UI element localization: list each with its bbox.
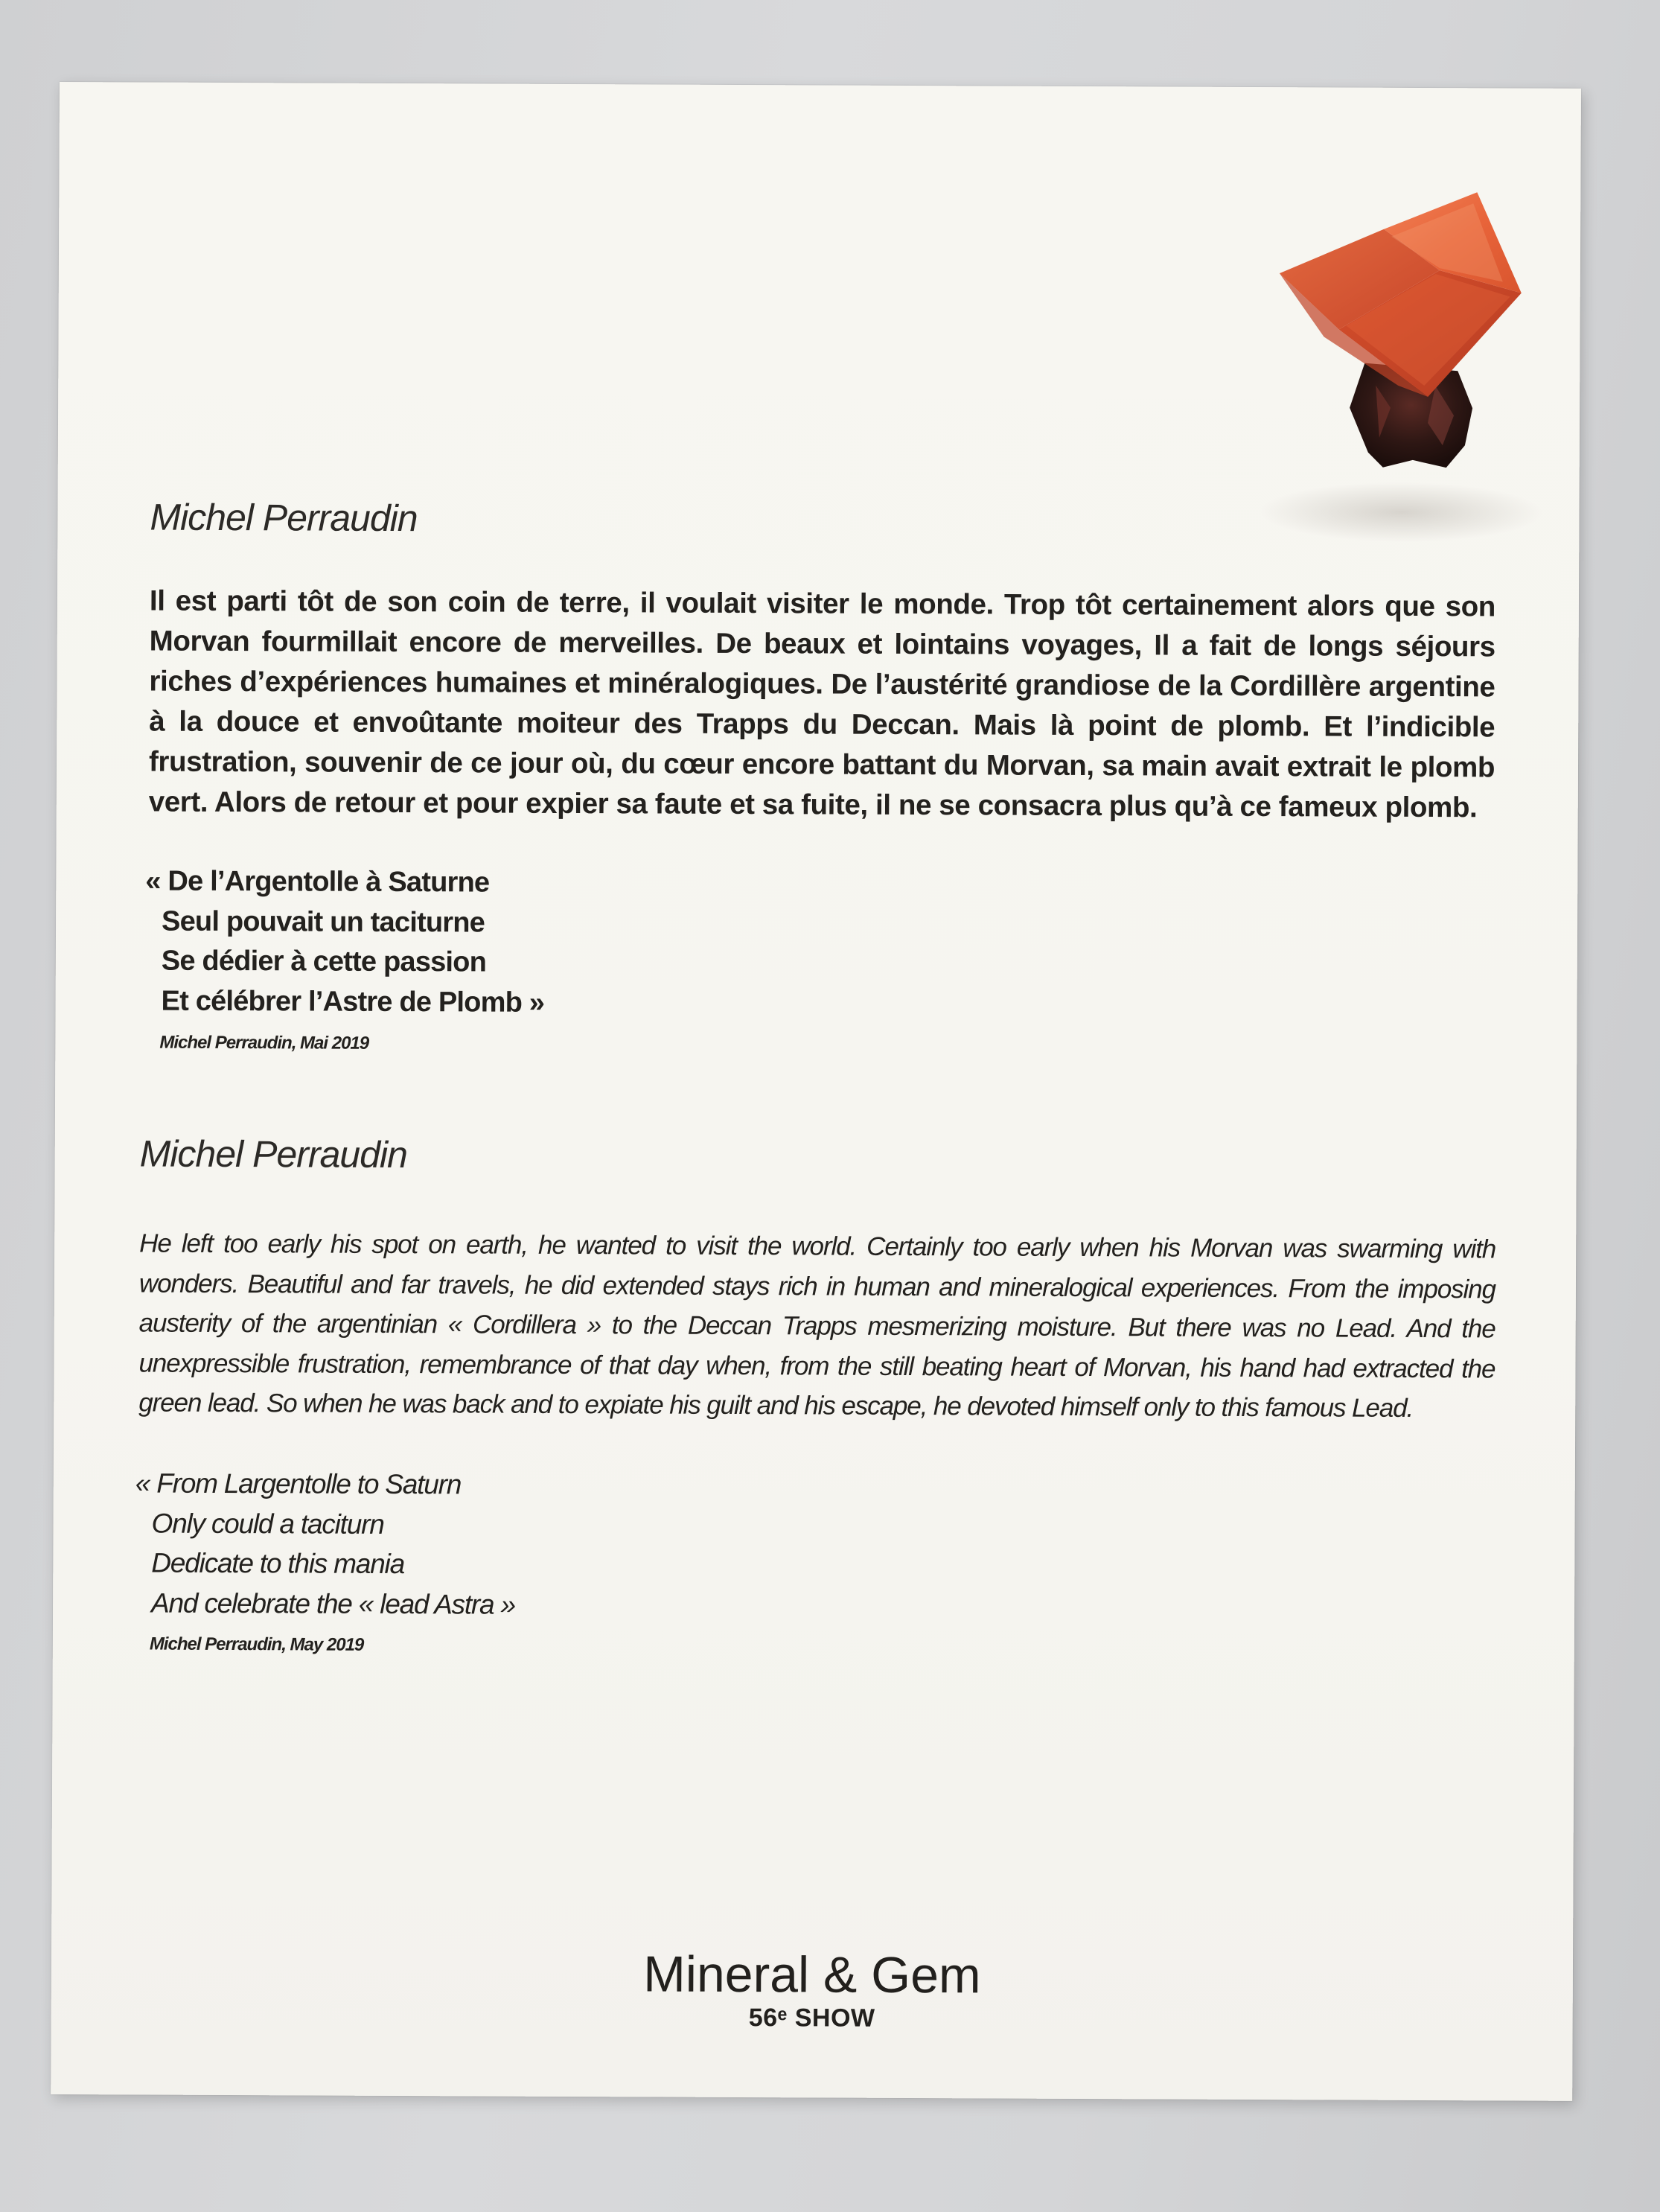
- show-logo: [51, 1943, 1573, 2036]
- english-poem-signature: Michel Perraudin, May 2019: [149, 1633, 364, 1655]
- french-poem-signature: Michel Perraudin, Mai 2019: [159, 1032, 369, 1054]
- poem-line: Se dédier à cette passion: [161, 945, 487, 978]
- poem-line: Dedicate to this mania: [151, 1547, 405, 1580]
- show-edition: 56ᵉ SHOW: [748, 2004, 875, 2033]
- exhibit-card: [51, 82, 1581, 2101]
- poem-line: And celebrate the « lead Astra »: [150, 1587, 516, 1620]
- show-brand-name: Mineral & Gem: [643, 1945, 981, 2004]
- english-poem: [135, 1463, 516, 1666]
- french-poem: [144, 862, 545, 1065]
- poem-line: « De l’Argentolle à Saturne: [145, 865, 490, 899]
- mineral-specimen-image: [1233, 139, 1555, 558]
- poem-line: « From Largentolle to Saturn: [135, 1467, 462, 1500]
- poem-line: Only could a taciturn: [151, 1508, 384, 1540]
- poem-line: Seul pouvait un taciturne: [161, 905, 485, 939]
- english-author-heading: Michel Perraudin: [139, 1132, 408, 1176]
- english-biography-paragraph: He left too early his spot on earth, he wanted to visit the world. Certainly too early when his Morvan was swarming with wonders. Beautiful and far travels, he did extended stays rich in human and mineralogical experiences. From the imposing austerity of the argentinian « Cordillera » to the Deccan Trapps mesmerizing moisture. But there was no Lead. And the unexpressible frustration, remembrance of that day when, from the still beating heart of Morvan, his hand had extracted the green lead. So when he was back and to expiate his guilt and his escape, he devoted himself only to this famous Lead.: [138, 1228, 1496, 1423]
- poem-line: Et célébrer l’Astre de Plomb »: [161, 985, 545, 1019]
- french-biography-paragraph: Il est parti tôt de son coin de terre, il voulait visiter le monde. Trop tôt certainement alors que son Morvan fourmillait encore de merveilles. De beaux et lointains voyages, Il a fait de longs séjours riches d’expériences humaines et minéralogiques. De l’austérité grandiose de la Cordillère argentine à la douce et envoûtante moiteur des Trapps du Deccan. Mais là point de plomb. Et l’indicible frustration, souvenir de ce jour où, du cœur encore battant du Morvan, sa main avait extrait le plomb vert. Alors de retour et pour expier sa faute et sa fuite, il ne se consacra plus qu’à ce fameux plomb.: [148, 584, 1496, 824]
- french-author-heading: Michel Perraudin: [150, 496, 418, 540]
